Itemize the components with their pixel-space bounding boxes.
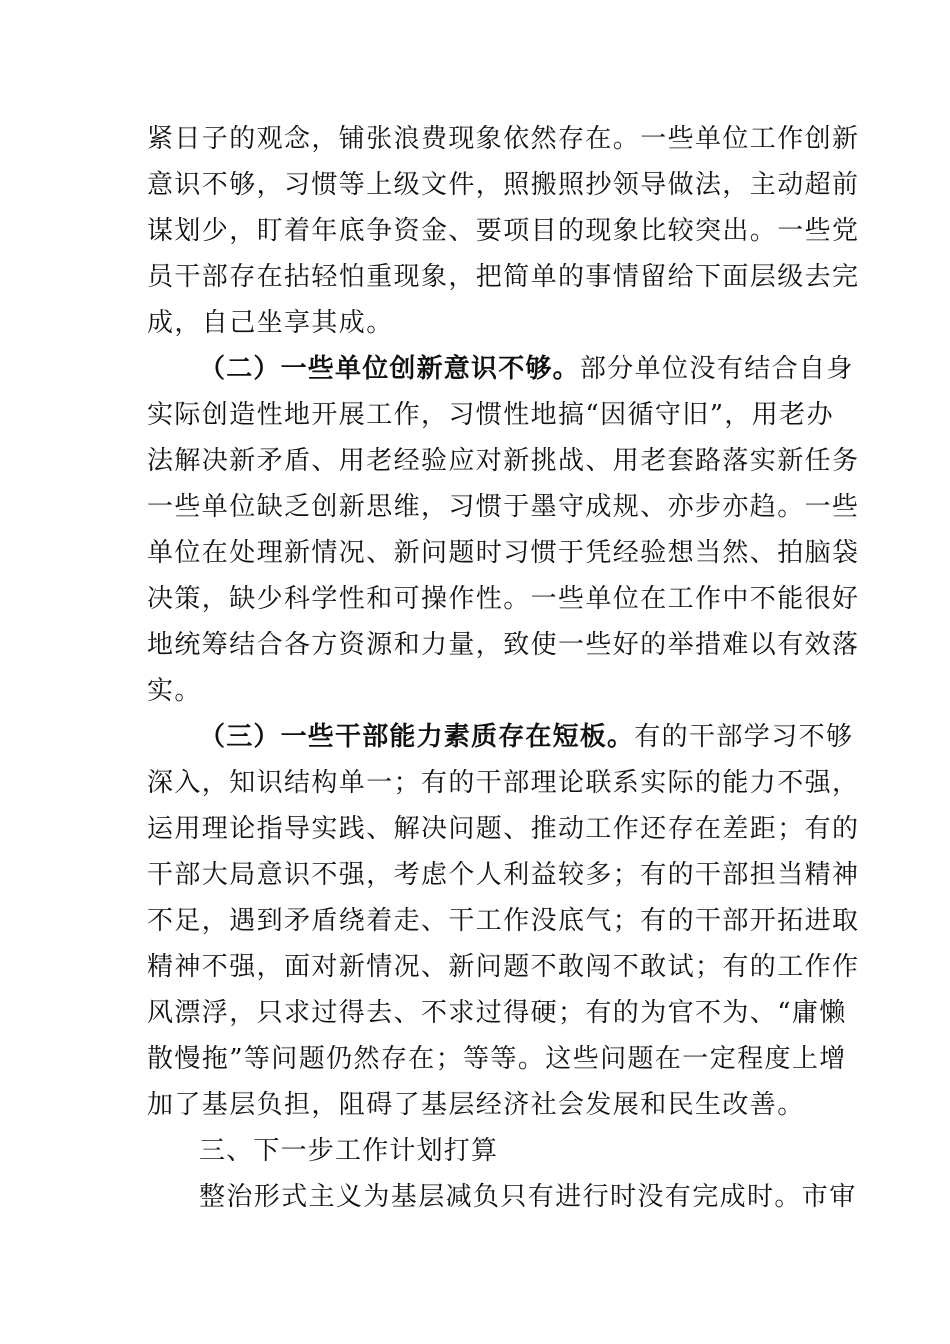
paragraph-line: 意识不够，习惯等上级文件，照搬照抄领导做法，主动超前	[147, 170, 860, 200]
paragraph-line: 单位在处理新情况、新问题时习惯于凭经验想当然、拍脑袋	[147, 538, 860, 568]
paragraph-line: 实际创造性地开展工作，习惯性地搞“因循守旧”，用老办	[147, 400, 834, 430]
section-3-first-line	[199, 716, 854, 758]
paragraph-line: 干部大局意识不强，考虑个人利益较多；有的干部担当精神	[147, 860, 860, 890]
paragraph-line: 实。	[147, 676, 202, 706]
paragraph-line: 地统筹结合各方资源和力量，致使一些好的举措难以有效落	[147, 630, 860, 660]
paragraph-line: 紧日子的观念，铺张浪费现象依然存在。一些单位工作创新	[147, 124, 860, 154]
section-3-first-line-text: 有的干部学习不够	[634, 722, 854, 752]
paragraph-line: 员干部存在拈轻怕重现象，把简单的事情留给下面层级去完	[147, 262, 860, 292]
section-2-heading: （二）一些单位创新意识不够。	[199, 354, 580, 384]
paragraph-line: 运用理论指导实践、解决问题、推动工作还存在差距；有的	[147, 814, 860, 844]
section-2-first-line	[199, 348, 854, 390]
paragraph-line: 整治形式主义为基层减负只有进行时没有完成时。市审	[199, 1182, 857, 1212]
paragraph-line: 法解决新矛盾、用老经验应对新挑战、用老套路落实新任务	[147, 446, 860, 476]
paragraph-line: 散慢拖”等问题仍然存在；等等。这些问题在一定程度上增	[147, 1044, 847, 1074]
part-3-heading: 三、下一步工作计划打算	[199, 1136, 499, 1166]
paragraph-line: 决策，缺少科学性和可操作性。一些单位在工作中不能很好	[147, 584, 860, 614]
section-2-first-line-text: 部分单位没有结合自身	[579, 354, 854, 384]
paragraph-line: 深入，知识结构单一；有的干部理论联系实际的能力不强，	[147, 768, 860, 798]
paragraph-line: 加了基层负担，阻碍了基层经济社会发展和民生改善。	[147, 1090, 805, 1120]
paragraph-line: 一些单位缺乏创新思维，习惯于墨守成规、亦步亦趋。一些	[147, 492, 860, 522]
section-3-heading: （三）一些干部能力素质存在短板。	[199, 722, 635, 752]
paragraph-line: 不足，遇到矛盾绕着走、干工作没底气；有的干部开拓进取	[147, 906, 860, 936]
paragraph-line: 成，自己坐享其成。	[147, 308, 394, 338]
paragraph-line: 精神不强，面对新情况、新问题不敢闯不敢试；有的工作作	[147, 952, 860, 982]
paragraph-line: 谋划少，盯着年底争资金、要项目的现象比较突出。一些党	[147, 216, 860, 246]
paragraph-line: 风漂浮，只求过得去、不求过得硬；有的为官不为、“庸懒	[147, 998, 847, 1028]
